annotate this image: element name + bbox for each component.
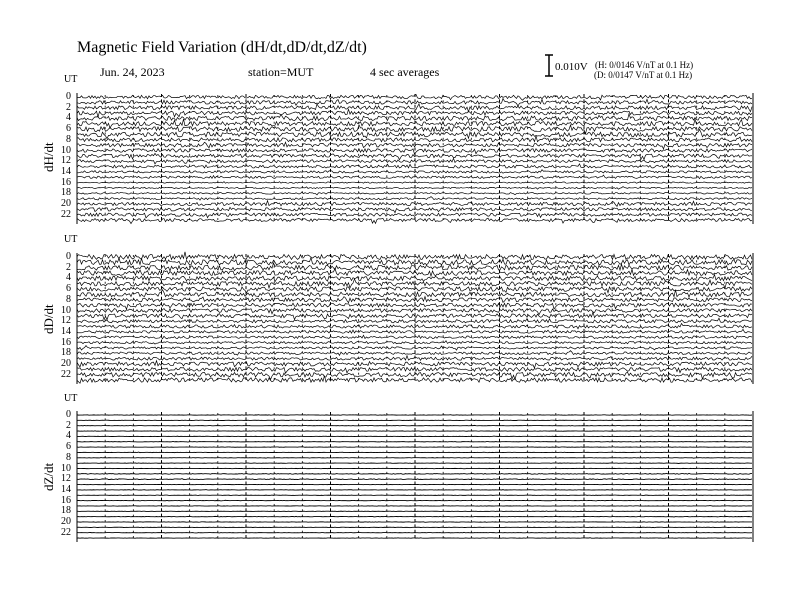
panel-dh-hour-label: 20 (61, 198, 71, 209)
panel-dh-hour-label: 4 (66, 112, 71, 124)
panel-dz-traces (77, 411, 753, 542)
panel-dz-hour-label: 12 (61, 473, 71, 485)
panel-dh-hour-label: 2 (66, 101, 71, 113)
panel-dd-hour-label: 8 (66, 293, 71, 305)
scale-h-note: (H: 0/0146 V/nT at 0.1 Hz) (595, 60, 694, 70)
panel-dz-ylabel: dZ/dt (41, 462, 56, 491)
panel-dd-hour-label: 16 (61, 336, 71, 348)
panel-dz-hour-label: 0 (66, 409, 71, 420)
scale-value: 0.010V (555, 61, 588, 73)
panel-dd-ylabel: dD/dt (41, 304, 56, 334)
panel-dz-hour-label: 4 (66, 430, 71, 442)
chart-title: Magnetic Field Variation (dH/dt,dD/dt,dZ/dt) (77, 39, 367, 56)
panel-dz-hour-label: 14 (61, 483, 71, 495)
panel-dd-hour-label: 12 (61, 315, 71, 327)
panel-dz-hour-label: 20 (61, 516, 71, 527)
panel-dd-hour-label: 2 (66, 261, 71, 273)
panel-dh-hour-label: 10 (61, 144, 71, 156)
panel-dd-traces (77, 252, 753, 384)
averaging-label: 4 sec averages (370, 65, 440, 79)
panel-dd-hour-label: 4 (66, 272, 71, 284)
panel-dd-hour-label: 14 (61, 325, 71, 337)
panel-dd-ut-label: UT (64, 234, 78, 245)
date-label: Jun. 24, 2023 (100, 65, 165, 79)
panel-dh-hour-label: 6 (66, 123, 71, 135)
panel-dh-ylabel: dH/dt (41, 142, 56, 172)
panel-dd-hour-label: 0 (66, 251, 71, 262)
panel-dd-hour-label: 10 (61, 304, 71, 316)
panel-dh-traces (77, 93, 753, 224)
scale-d-note: (D: 0/0147 V/nT at 0.1 Hz) (594, 70, 693, 80)
station-label: station=MUT (248, 65, 314, 79)
panel-dz-hour-label: 16 (61, 494, 71, 506)
panel-dd-hour-label: 6 (66, 283, 71, 295)
panel-dh-hour-label: 12 (61, 155, 71, 167)
panel-dz-ut-label: UT (64, 393, 78, 404)
panel-dd-hour-label: 20 (61, 358, 71, 369)
panel-dh-hour-label: 8 (66, 133, 71, 145)
panel-dh-hour-label: 14 (61, 165, 71, 177)
panel-dz-hour-label: 10 (61, 462, 71, 474)
panel-dz-hour-label: 18 (61, 505, 71, 517)
panel-dh-hour-label: 0 (66, 91, 71, 102)
panel-dh-hour-label: 22 (61, 208, 71, 220)
panel-dz-hour-label: 2 (66, 419, 71, 431)
panel-dh-hour-label: 18 (61, 187, 71, 199)
panel-dz-hour-label: 22 (61, 526, 71, 538)
panel-dd-hour-label: 22 (61, 368, 71, 380)
panel-dh-ut-label: UT (64, 74, 78, 85)
panel-dz-hour-label: 8 (66, 451, 71, 463)
panel-dd-hour-label: 18 (61, 347, 71, 359)
panel-dh-hour-label: 16 (61, 176, 71, 188)
panel-dz-hour-label: 6 (66, 441, 71, 453)
